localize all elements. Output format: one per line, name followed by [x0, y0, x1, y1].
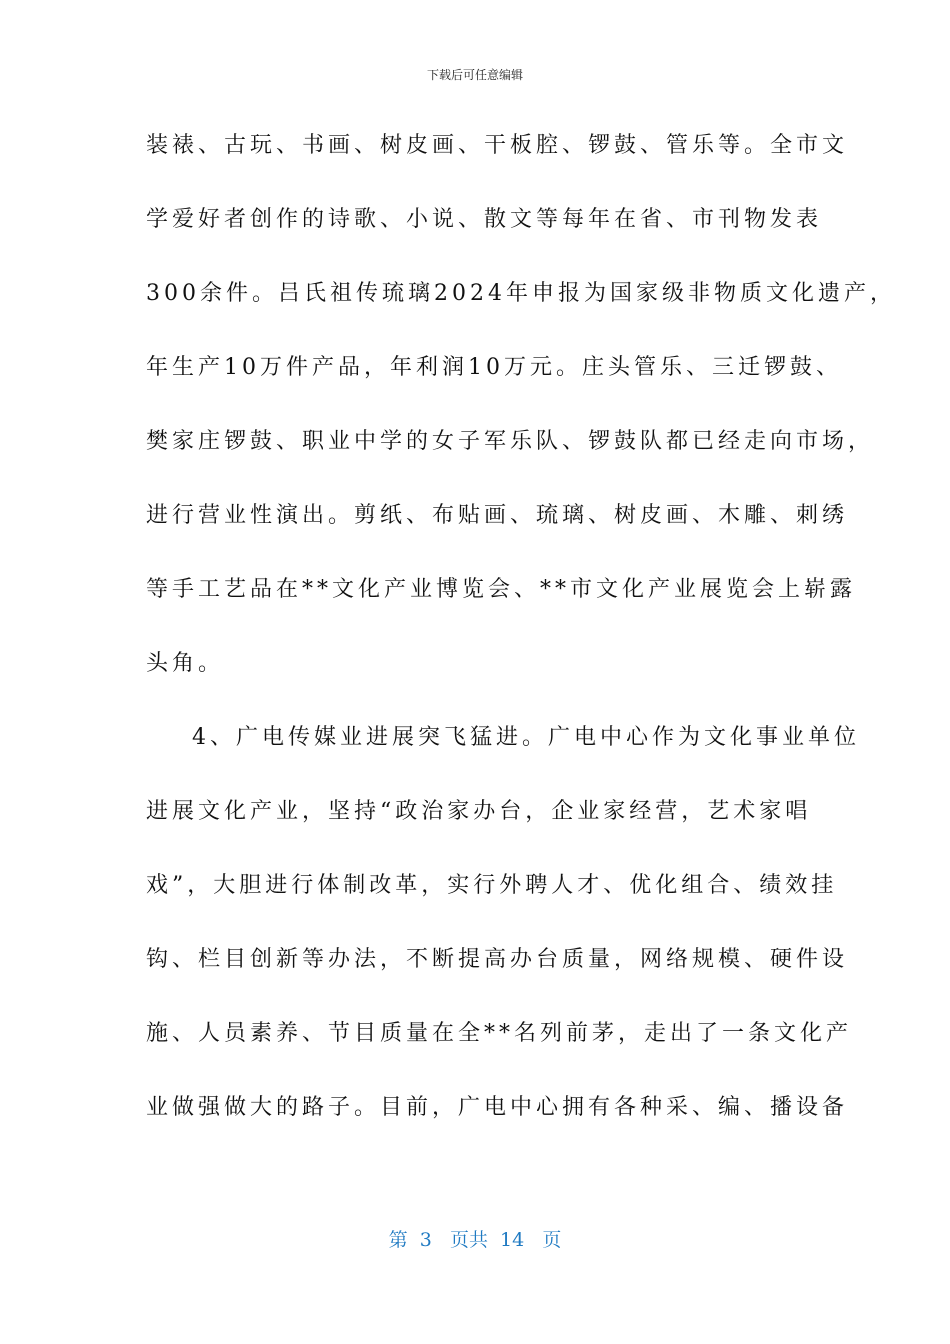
text-line: 樊家庄锣鼓、职业中学的女子军乐队、锣鼓队都已经走向市场， — [146, 429, 875, 454]
text-line: 年生产10万件产品，年利润10万元。庄头管乐、三迁锣鼓、 — [146, 355, 842, 380]
text-line: 进展文化产业，坚持“政治家办台，企业家经营，艺术家唱 — [146, 799, 812, 824]
page-number-footer: 第 3 页共 14 页 — [388, 1229, 562, 1251]
text-line: 戏”，大胆进行体制改革，实行外聘人才、优化组合、绩效挂 — [146, 873, 838, 898]
text-line: 学爱好者创作的诗歌、小说、散文等每年在省、市刊物发表 — [146, 207, 823, 232]
text-line: 施、人员素养、节目质量在全**名列前茅，走出了一条文化产 — [146, 1021, 853, 1046]
text-line: 钩、栏目创新等办法，不断提高办台质量，网络规模、硬件设 — [146, 947, 849, 972]
text-line: 业做强做大的路子。目前，广电中心拥有各种采、编、播设备 — [146, 1095, 849, 1120]
paragraph-start-line: 4、广电传媒业进展突飞猛进。广电中心作为文化事业单位 — [192, 725, 860, 750]
text-line: 头角。 — [146, 651, 225, 676]
text-line: 300余件。吕氏祖传琉璃2024年申报为国家级非物质文化遗产， — [146, 281, 896, 306]
text-line: 等手工艺品在**文化产业博览会、**市文化产业展览会上崭露 — [146, 577, 857, 602]
document-body — [146, 126, 896, 1162]
text-line: 装裱、古玩、书画、树皮画、干板腔、锣鼓、管乐等。全市文 — [146, 133, 849, 158]
text-line: 进行营业性演出。剪纸、布贴画、琉璃、树皮画、木雕、刺绣 — [146, 503, 849, 528]
header-note: 下载后可任意编辑 — [426, 68, 523, 82]
